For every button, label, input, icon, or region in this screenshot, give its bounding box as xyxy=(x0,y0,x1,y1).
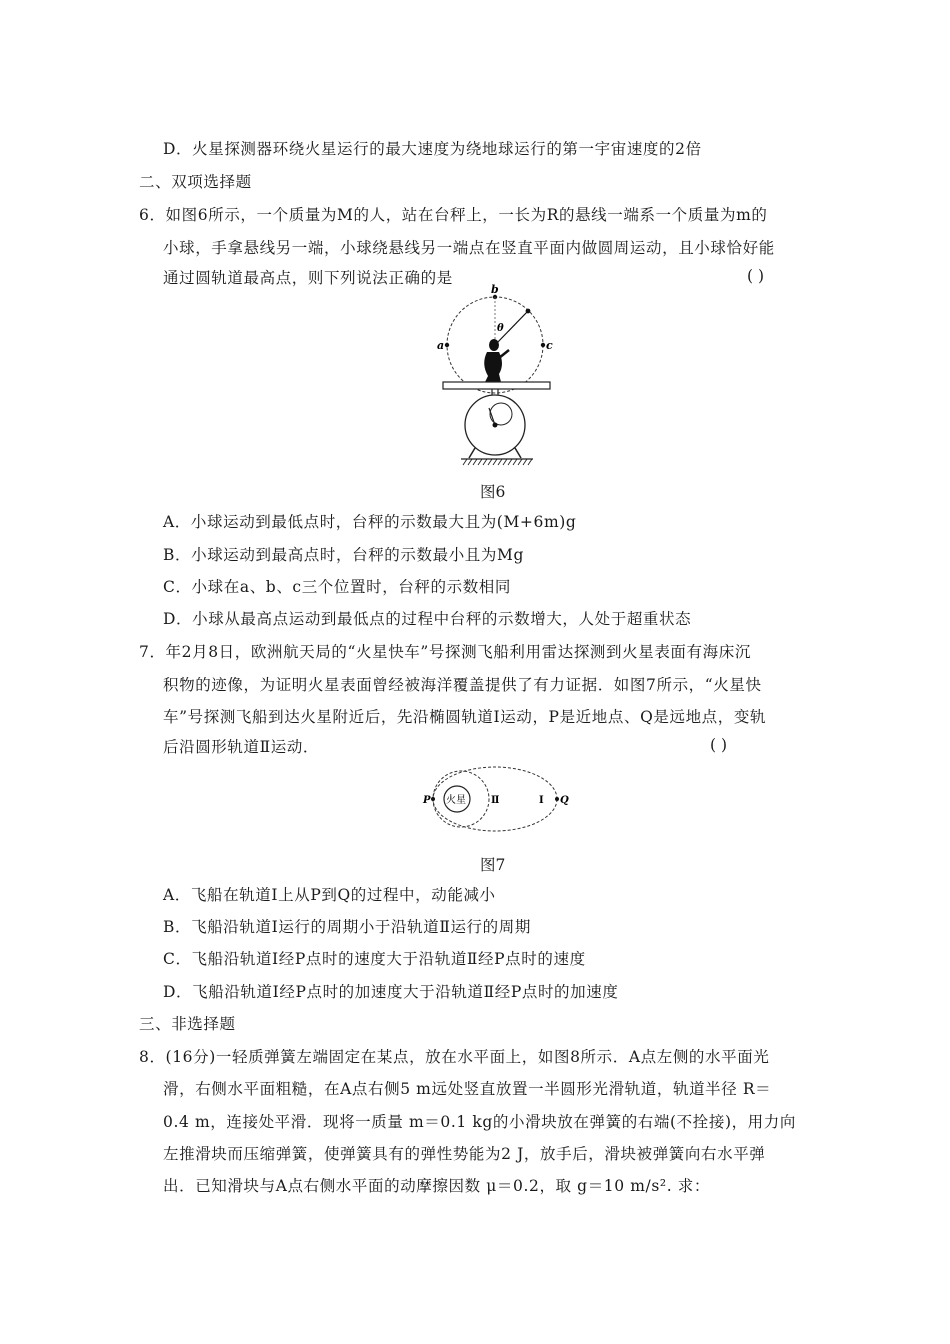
ball-dot xyxy=(526,309,531,314)
q8-line5: 出．已知滑块与A点右侧水平面的动摩擦因数 μ＝0.2，取 g＝10 m/s². 求： xyxy=(163,1177,710,1195)
q8-line1: 8．(16分)一轻质弹簧左端固定在某点，放在水平面上，如图8所示．A点左侧的水平面光 xyxy=(139,1048,770,1066)
q6-option-c: C．小球在a、b、c三个位置时，台秤的示数相同 xyxy=(163,578,512,596)
person-head xyxy=(489,339,499,351)
label-p: P xyxy=(423,795,431,806)
person-arm xyxy=(499,350,509,358)
figure-6-caption: 图6 xyxy=(480,483,506,501)
q8-line3: 0.4 m，连接处平滑．现将一质量 m＝0.1 kg的小滑块放在弹簧的右端(不拴接)，用力向 xyxy=(163,1113,796,1131)
q7-option-b: B．飞船沿轨道Ⅰ运行的周期小于沿轨道Ⅱ运行的周期 xyxy=(163,918,531,936)
q8-line2: 滑，右侧水平面粗糙，在A点右侧5 m远处竖直放置一半圆形光滑轨道，轨道半径 R＝ xyxy=(163,1080,772,1098)
q6-option-d: D．小球从最高点运动到最低点的过程中台秤的示数增大，人处于超重状态 xyxy=(163,610,692,628)
point-c-dot xyxy=(541,343,545,347)
label-a: a xyxy=(437,339,445,352)
ground-hatching xyxy=(463,459,532,465)
q7-option-a: A．飞船在轨道Ⅰ上从P到Q的过程中，动能减小 xyxy=(163,886,496,904)
section-heading-double-choice: 二、双项选择题 xyxy=(139,173,252,191)
figure-7-caption: 图7 xyxy=(480,856,506,874)
q7-option-d: D．飞船沿轨道Ⅰ经P点时的加速度大于沿轨道Ⅱ经P点时的加速度 xyxy=(163,983,619,1001)
q8-line4: 左推滑块而压缩弹簧，使弹簧具有的弹性势能为2 J，放手后，滑块被弹簧向右水平弹 xyxy=(163,1145,766,1163)
q6-option-b: B．小球运动到最高点时，台秤的示数最小且为Mg xyxy=(163,546,524,564)
figure-6-diagram xyxy=(425,282,565,472)
figure-7-diagram xyxy=(420,765,570,840)
label-q: Q xyxy=(560,795,569,806)
scale-platform xyxy=(443,382,550,389)
point-q-dot xyxy=(555,797,559,801)
q7-stem-line4: 后沿圆形轨道Ⅱ运动． xyxy=(163,738,320,756)
point-a-dot xyxy=(445,343,449,347)
q5-option-d: D．火星探测器环绕火星运行的最大速度为绕地球运行的第一宇宙速度的2倍 xyxy=(163,140,702,158)
q6-answer-paren: ( ) xyxy=(747,267,765,285)
label-orbit-2: Ⅱ xyxy=(491,795,500,806)
point-p-dot xyxy=(431,797,435,801)
q6-stem-line2: 小球，手拿悬线另一端，小球绕悬线另一端点在竖直平面内做圆周运动，且小球恰好能 xyxy=(163,239,775,257)
q7-option-c: C．飞船沿轨道Ⅰ经P点时的速度大于沿轨道Ⅱ经P点时的速度 xyxy=(163,950,586,968)
label-theta: θ xyxy=(497,323,504,334)
q7-stem-line3: 车”号探测飞船到达火星附近后，先沿椭圆轨道Ⅰ运动，P是近地点、Q是远地点，变轨 xyxy=(163,708,767,726)
q7-stem-line2: 积物的迹像，为证明火星表面曾经被海洋覆盖提供了有力证据．如图7所示，“火星快 xyxy=(163,676,762,694)
label-c: c xyxy=(546,339,553,352)
label-orbit-1: Ⅰ xyxy=(539,795,544,806)
q6-stem-line1: 6．如图6所示，一个质量为M的人，站在台秤上，一长为R的悬线一端系一个质量为m的 xyxy=(139,206,768,224)
label-mars: 火星 xyxy=(446,795,466,806)
q7-stem-line1: 7．年2月8日，欧洲航天局的“火星快车”号探测飞船利用雷达探测到火星表面有海床沉 xyxy=(139,643,751,661)
section-heading-non-choice: 三、非选择题 xyxy=(139,1015,236,1033)
q7-answer-paren: ( ) xyxy=(710,736,728,754)
q6-stem-line3: 通过圆轨道最高点，则下列说法正确的是 xyxy=(163,269,453,287)
label-b: b xyxy=(491,283,499,296)
q6-option-a: A．小球运动到最低点时，台秤的示数最大且为(M+6m)g xyxy=(163,513,577,531)
